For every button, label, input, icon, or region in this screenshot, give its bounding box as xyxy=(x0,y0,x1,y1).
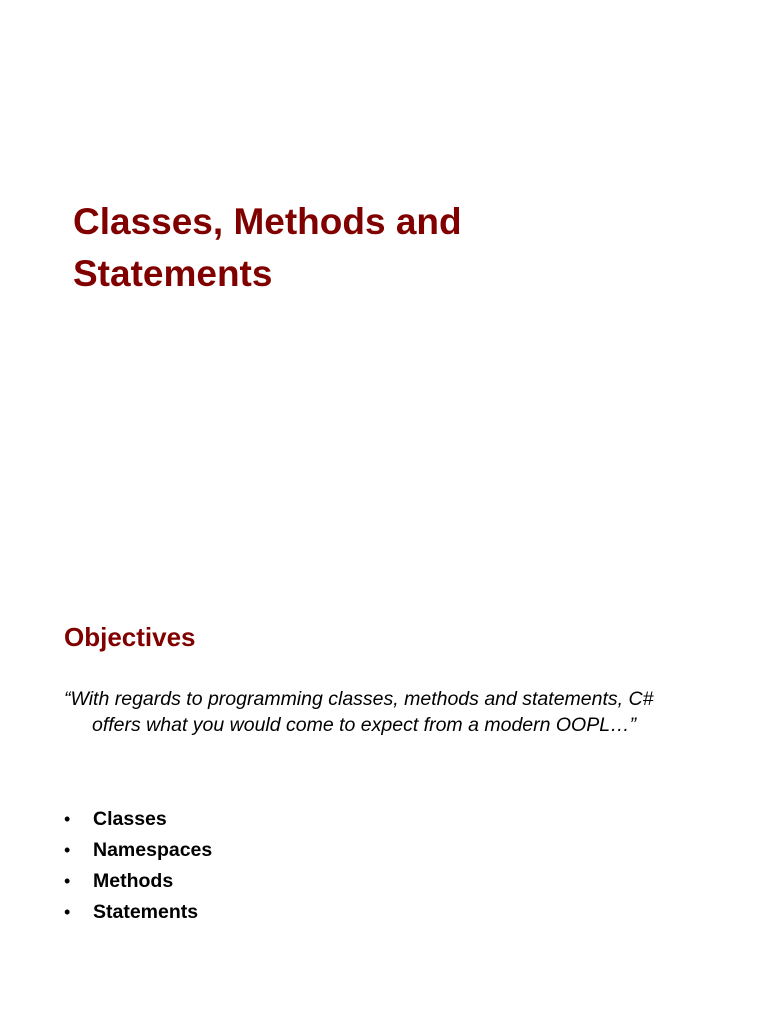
quote-line-2: offers what you would come to expect from a modern OOPL…” xyxy=(92,714,637,736)
list-item-label: Statements xyxy=(93,901,199,923)
bullet-icon: • xyxy=(64,840,71,860)
list-item xyxy=(64,835,212,866)
objectives-heading: Objectives xyxy=(64,622,196,652)
quote-line-1: “With regards to programming classes, methods and statements, C# xyxy=(64,688,654,710)
list-item xyxy=(64,866,212,897)
slide-title-line-1: Classes, Methods and xyxy=(73,201,462,242)
list-item xyxy=(64,897,212,928)
objectives-list xyxy=(64,804,212,928)
list-item xyxy=(64,804,212,835)
bullet-icon: • xyxy=(64,809,71,829)
slide-title-line-2: Statements xyxy=(73,253,273,294)
list-item-label: Classes xyxy=(93,808,167,830)
list-item-label: Namespaces xyxy=(93,839,213,861)
bullet-icon: • xyxy=(64,902,71,922)
bullet-icon: • xyxy=(64,871,71,891)
objectives-quote xyxy=(64,686,744,738)
list-item-label: Methods xyxy=(93,870,174,892)
slide-title xyxy=(73,196,693,300)
